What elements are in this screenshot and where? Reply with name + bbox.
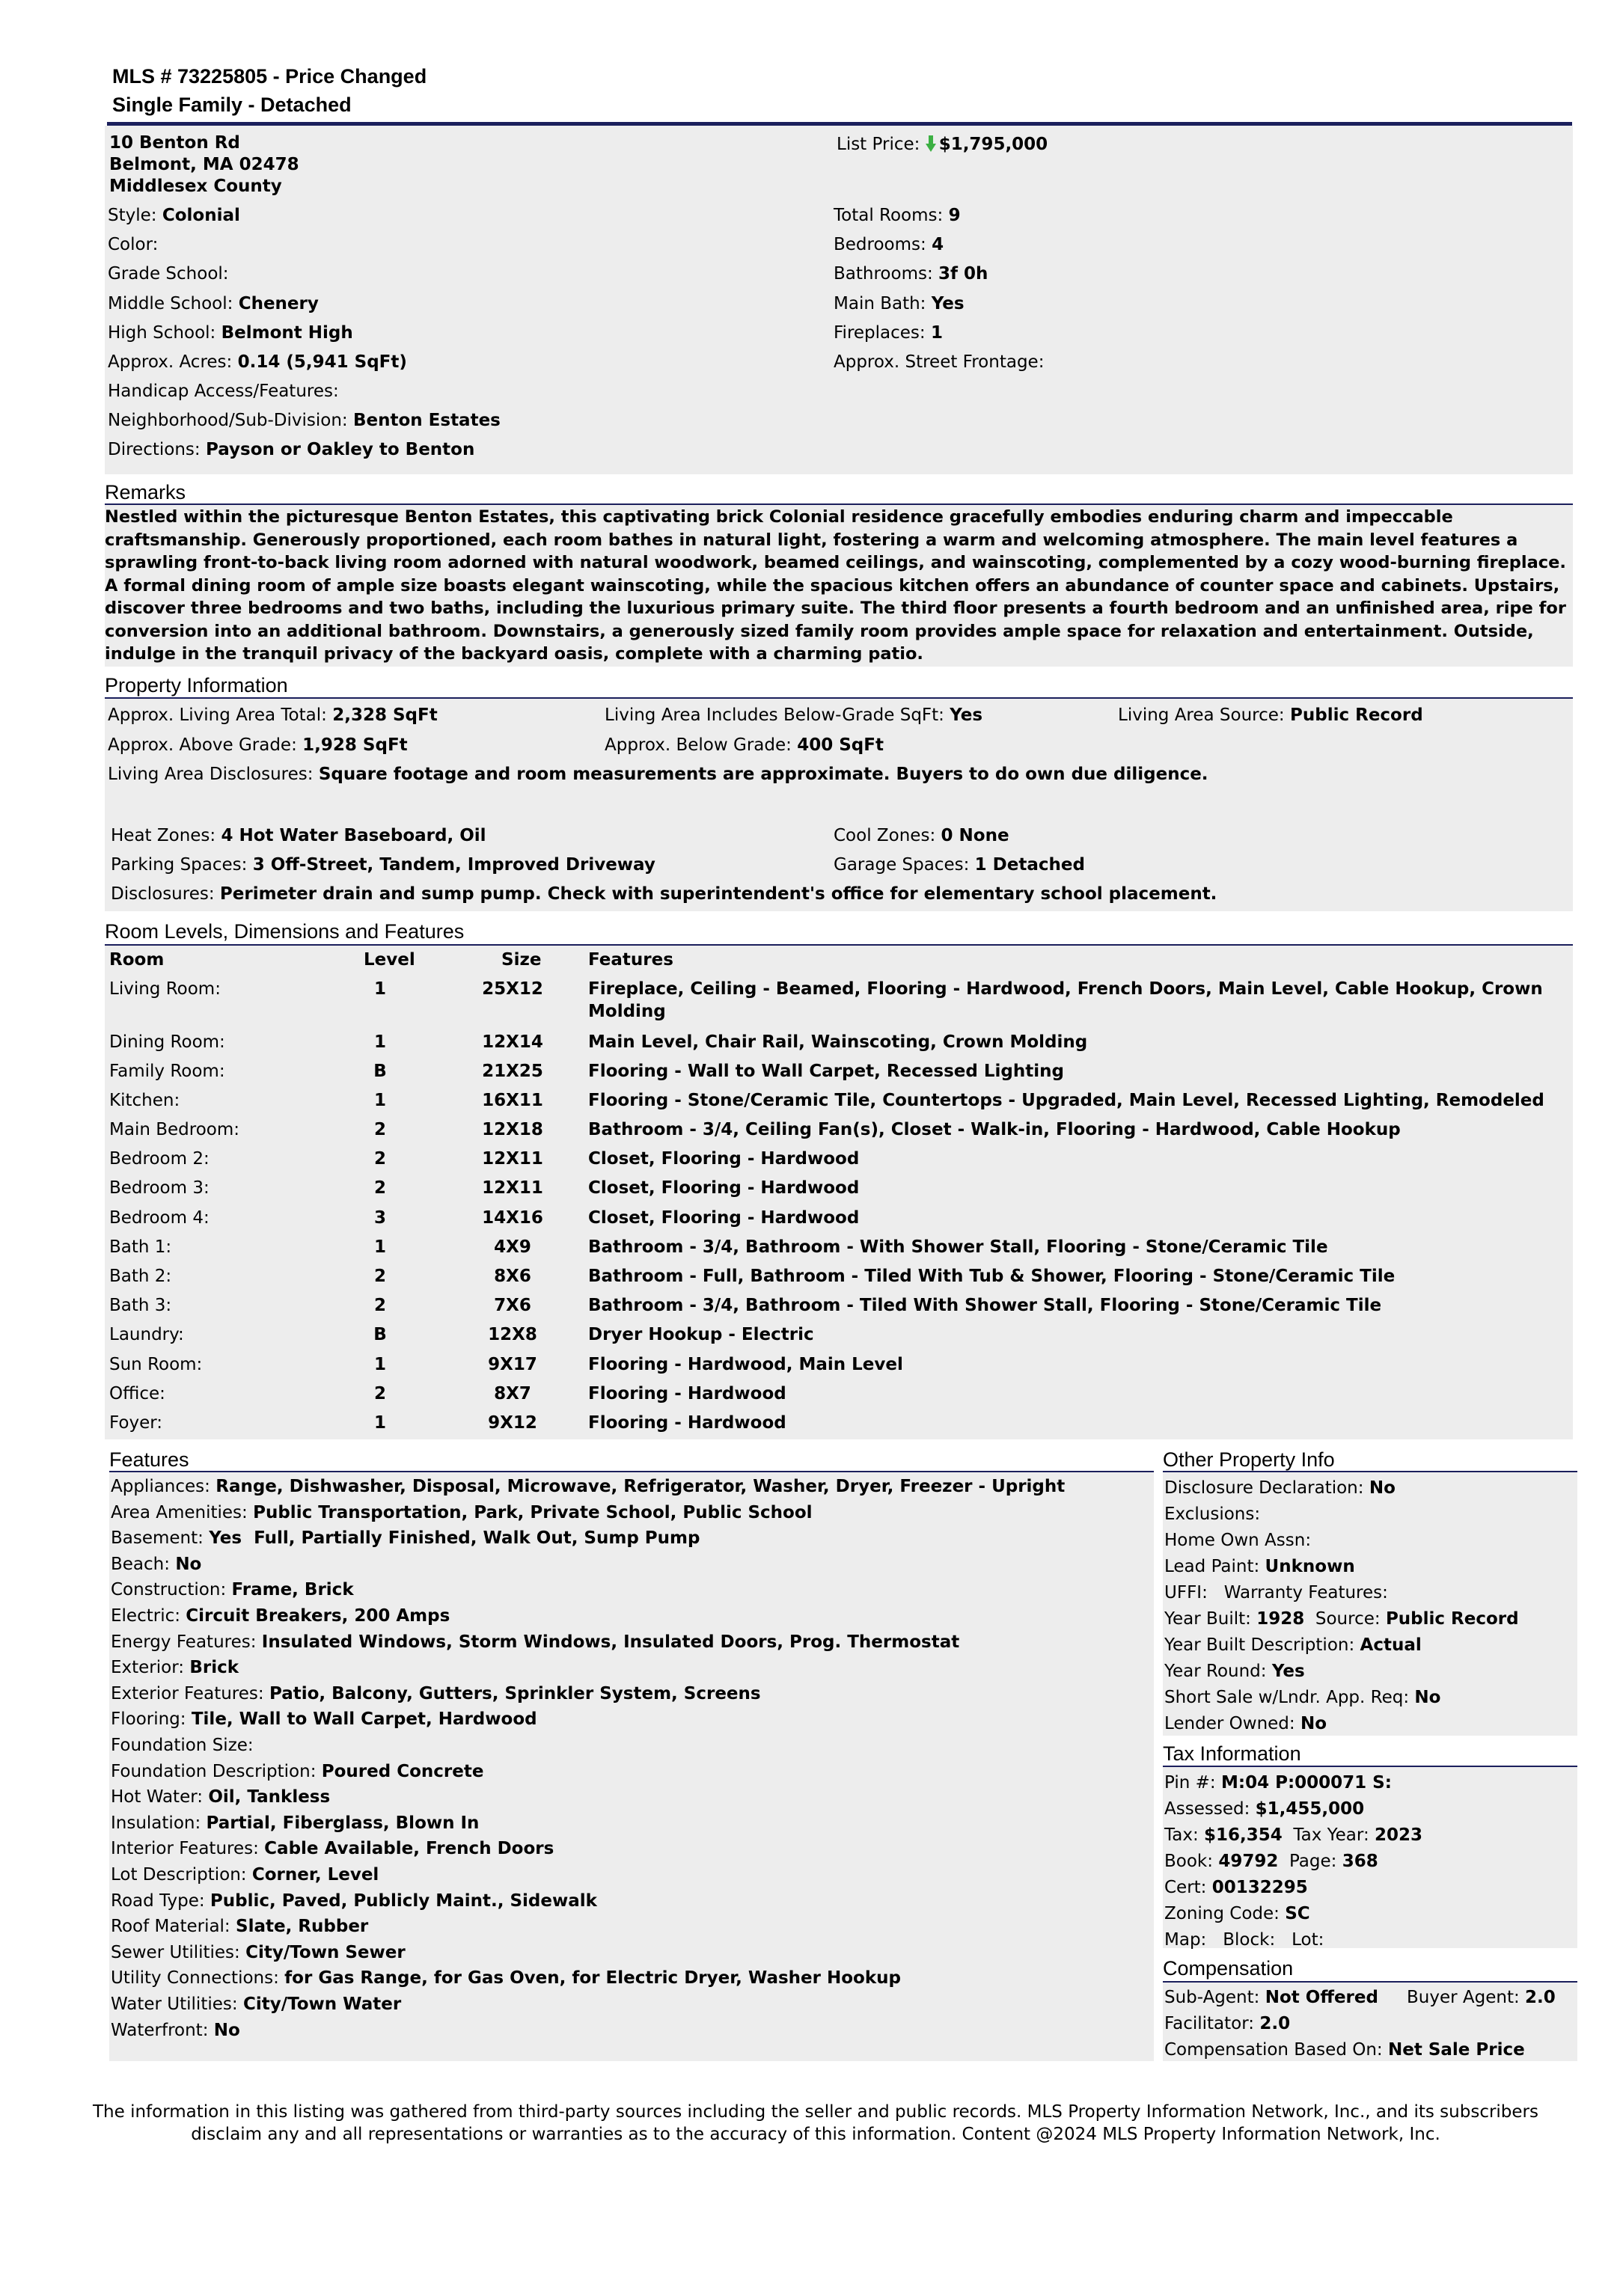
tax-info-title: Tax Information (1163, 1742, 1301, 1765)
room-features-cell: Bathroom - 3/4, Bathroom - With Shower Stall, Flooring - Stone/Ceramic Tile (588, 1237, 1328, 1257)
features-title: Features (109, 1448, 189, 1471)
assessed-field (1164, 1798, 1364, 1820)
room-level-cell: 1 (373, 1032, 386, 1052)
page-label: Page: (1289, 1852, 1337, 1871)
room-level-cell: 2 (373, 1120, 386, 1139)
main-bath-value: Yes (931, 294, 965, 313)
feature-value: Patio, Balcony, Gutters, Sprinkler System, Screens (269, 1684, 761, 1703)
handicap-label: Handicap Access/Features: (108, 382, 339, 401)
year-built-value: 1928 (1256, 1609, 1305, 1629)
footer-line-2: disclaim any and all representations or warranties as to the accuracy of this information. Content @2024 MLS Property Information Network, Inc. (191, 2125, 1440, 2144)
color-label: Color: (108, 235, 159, 254)
room-name-cell: Office: (109, 1384, 165, 1403)
page-value: 368 (1342, 1852, 1378, 1871)
room-name-cell: Main Bedroom: (109, 1120, 239, 1139)
remarks-title: Remarks (105, 481, 186, 503)
lead-paint-label: Lead Paint: (1164, 1557, 1260, 1576)
street-frontage-label: Approx. Street Frontage: (834, 352, 1045, 372)
map-field (1164, 1929, 1324, 1951)
bathrooms-value: 3f 0h (938, 264, 988, 284)
room-name-cell: Sun Room: (109, 1355, 203, 1374)
total-rooms-value: 9 (948, 206, 961, 225)
directions-field (108, 438, 474, 461)
feature-item (111, 1786, 330, 1808)
feature-label: Exterior: (111, 1658, 185, 1677)
year-built-label: Year Built: (1164, 1609, 1251, 1629)
rooms-header-size: Size (501, 950, 542, 970)
bathrooms-field (834, 263, 988, 285)
below-grade-value: 400 SqFt (797, 735, 884, 755)
middle-school-field (108, 293, 319, 315)
room-level-cell: B (373, 1062, 387, 1081)
zoning-label: Zoning Code: (1164, 1904, 1280, 1923)
disclosure-decl-value: No (1369, 1478, 1396, 1498)
footer-line-1: The information in this listing was gathered from third-party sources including the seller and public records. MLS Property Information Network, Inc., and its subscribers (92, 2102, 1538, 2122)
feature-item (111, 1683, 761, 1705)
feature-value: Poured Concrete (321, 1762, 484, 1781)
cert-label: Cert: (1164, 1878, 1207, 1897)
feature-label: Hot Water: (111, 1787, 204, 1807)
disclosures-value: Perimeter drain and sump pump. Check with superintendent's office for elementary school placement. (219, 884, 1217, 904)
room-features-cell: Flooring - Hardwood (588, 1413, 786, 1433)
feature-value: Cable Available, French Doors (264, 1839, 554, 1858)
disclosure-decl-field (1164, 1477, 1396, 1499)
feature-label: Appliances: (111, 1477, 210, 1496)
room-name-cell: Dining Room: (109, 1032, 225, 1052)
lead-paint-value: Unknown (1265, 1557, 1355, 1576)
bedrooms-value: 4 (932, 235, 944, 254)
feature-label: Exterior Features: (111, 1684, 264, 1703)
address-street: 10 Benton Rd (109, 133, 240, 153)
feature-value: Circuit Breakers, 200 Amps (186, 1606, 450, 1626)
year-built-desc-label: Year Built Description: (1164, 1635, 1355, 1655)
heat-zones-field (111, 824, 486, 847)
year-round-label: Year Round: (1164, 1662, 1267, 1681)
room-features-cell: Flooring - Hardwood, Main Level (588, 1355, 903, 1374)
living-area-source-value: Public Record (1290, 705, 1423, 725)
directions-label: Directions: (108, 440, 201, 459)
feature-item (111, 1993, 401, 2015)
directions-value: Payson or Oakley to Benton (205, 440, 475, 459)
feature-value: for Gas Range, for Gas Oven, for Electric Dryer, Washer Hookup (284, 1968, 901, 1988)
room-features-cell: Main Level, Chair Rail, Wainscoting, Crown Molding (588, 1032, 1088, 1052)
room-size-cell: 12X14 (482, 1032, 543, 1052)
feature-item (111, 1864, 379, 1886)
feature-value: City/Town Sewer (245, 1943, 406, 1962)
room-level-cell: 2 (373, 1149, 386, 1169)
grade-school-field (108, 263, 229, 285)
feature-value: Public, Paved, Publicly Maint., Sidewalk (210, 1891, 597, 1911)
room-size-cell: 12X18 (482, 1120, 543, 1139)
room-name-cell: Bedroom 4: (109, 1208, 210, 1228)
room-level-cell: 2 (373, 1178, 386, 1198)
feature-label: Beach: (111, 1555, 170, 1574)
neighborhood-label: Neighborhood/Sub-Division: (108, 411, 348, 430)
fireplaces-field (834, 322, 943, 344)
buyer-agent-value: 2.0 (1525, 1988, 1556, 2007)
lender-owned-field (1164, 1712, 1327, 1735)
feature-item (111, 1812, 479, 1834)
compensation-title: Compensation (1163, 1957, 1294, 1980)
sub-agent-value: Not Offered (1265, 1988, 1378, 2007)
room-features-cell: Flooring - Wall to Wall Carpet, Recessed Lighting (588, 1062, 1064, 1081)
year-round-value: Yes (1271, 1662, 1305, 1681)
list-price-label: List Price: (837, 135, 920, 154)
room-size-cell: 16X11 (482, 1091, 543, 1110)
feature-label: Construction: (111, 1580, 227, 1599)
feature-item (111, 1967, 901, 1989)
room-name-cell: Laundry: (109, 1325, 184, 1344)
feature-value: Frame, Brick (231, 1580, 354, 1599)
feature-label: Waterfront: (111, 2021, 209, 2040)
total-rooms-label: Total Rooms: (834, 206, 944, 225)
feature-item (111, 1760, 483, 1783)
style-label: Style: (108, 206, 157, 225)
other-info-title: Other Property Info (1163, 1448, 1335, 1471)
room-size-cell: 8X6 (494, 1267, 531, 1286)
room-name-cell: Bath 1: (109, 1237, 172, 1257)
room-size-cell: 9X12 (488, 1413, 537, 1433)
short-sale-label: Short Sale w/Lndr. App. Req: (1164, 1688, 1410, 1707)
rooms-header-room: Room (109, 950, 165, 970)
tax-value: $16,354 (1204, 1825, 1283, 1845)
room-level-cell: 1 (373, 1413, 386, 1433)
parking-label: Parking Spaces: (111, 855, 248, 875)
fireplaces-value: 1 (930, 323, 943, 343)
disclosures-label: Disclosures: (111, 884, 215, 904)
rooms-title: Room Levels, Dimensions and Features (105, 920, 465, 943)
feature-label: Insulation: (111, 1813, 201, 1833)
above-grade-value: 1,928 SqFt (302, 735, 408, 755)
garage-value: 1 Detached (974, 855, 1085, 875)
hoa-label: Home Own Assn: (1164, 1531, 1312, 1550)
year-built-desc-value: Actual (1360, 1635, 1422, 1655)
year-built-source-value: Public Record (1385, 1609, 1519, 1629)
feature-label: Interior Features: (111, 1839, 259, 1858)
below-grade-field (605, 734, 884, 756)
handicap-field (108, 380, 339, 402)
room-name-cell: Bath 2: (109, 1267, 172, 1286)
listing-subtitle: Single Family - Detached (112, 94, 352, 116)
room-level-cell: 2 (373, 1267, 386, 1286)
zoning-field (1164, 1902, 1310, 1925)
room-size-cell: 25X12 (482, 979, 543, 999)
year-built-field (1164, 1608, 1519, 1630)
feature-label: Lot Description: (111, 1865, 247, 1885)
room-features-cell: Closet, Flooring - Hardwood (588, 1208, 860, 1228)
cool-zones-field (834, 824, 1009, 847)
color-field (108, 233, 158, 256)
feature-label: Foundation Description: (111, 1762, 317, 1781)
room-name-cell: Family Room: (109, 1062, 225, 1081)
cool-zones-label: Cool Zones: (834, 826, 936, 845)
room-size-cell: 8X7 (494, 1384, 531, 1403)
feature-value: Corner, Level (251, 1865, 379, 1885)
uffi-label: UFFI: (1164, 1583, 1208, 1602)
grade-school-label: Grade School: (108, 264, 229, 284)
room-level-cell: 2 (373, 1384, 386, 1403)
year-round-field (1164, 1660, 1305, 1683)
room-name-cell: Bedroom 2: (109, 1149, 210, 1169)
disclosure-decl-label: Disclosure Declaration: (1164, 1478, 1364, 1498)
living-area-total-value: 2,328 SqFt (332, 705, 438, 725)
room-level-cell: 1 (373, 979, 386, 999)
book-value: 49792 (1218, 1852, 1279, 1871)
below-grade-label: Approx. Below Grade: (605, 735, 792, 755)
property-info-panel (105, 699, 1573, 911)
living-area-source-field (1118, 704, 1423, 726)
based-on-label: Compensation Based On: (1164, 2040, 1383, 2060)
room-name-cell: Foyer: (109, 1413, 163, 1433)
lead-paint-field (1164, 1555, 1355, 1578)
rooms-header-features: Features (588, 950, 673, 970)
room-features-cell: Fireplace, Ceiling - Beamed, Flooring - Hardwood, French Doors, Main Level, Cable Hookup, Crown (588, 979, 1543, 999)
parking-value: 3 Off-Street, Tandem, Improved Driveway (252, 855, 655, 875)
room-features-cell: Flooring - Stone/Ceramic Tile, Countertops - Upgraded, Main Level, Recessed Lighting, Remodeled (588, 1091, 1544, 1110)
feature-label: Road Type: (111, 1891, 205, 1911)
year-built-source-label: Source: (1315, 1609, 1381, 1629)
bedrooms-label: Bedrooms: (834, 235, 926, 254)
uffi-field (1164, 1582, 1388, 1604)
living-area-disclosures-label: Living Area Disclosures: (108, 765, 314, 784)
sub-agent-label: Sub-Agent: (1164, 1988, 1260, 2007)
list-price (837, 133, 1048, 156)
book-field (1164, 1850, 1378, 1873)
above-grade-field (108, 734, 408, 756)
zoning-value: SC (1285, 1904, 1310, 1923)
middle-school-label: Middle School: (108, 294, 233, 313)
room-features-cell: Molding (588, 1002, 666, 1021)
tax-field (1164, 1824, 1422, 1846)
feature-item (111, 1501, 813, 1524)
garage-field (834, 854, 1085, 876)
room-level-cell: B (373, 1325, 387, 1344)
heat-zones-value: 4 Hot Water Baseboard, Oil (221, 826, 486, 845)
feature-item (111, 1890, 597, 1912)
feature-label: Sewer Utilities: (111, 1943, 240, 1962)
acres-value: 0.14 (5,941 SqFt) (237, 352, 407, 372)
pin-value: M:04 P:000071 S: (1220, 1773, 1392, 1793)
living-area-total-field (108, 704, 438, 726)
room-features-cell: Bathroom - 3/4, Ceiling Fan(s), Closet - Walk-in, Flooring - Hardwood, Cable Hookup (588, 1120, 1401, 1139)
sub-agent-field (1164, 1986, 1378, 2009)
assessed-label: Assessed: (1164, 1799, 1250, 1819)
feature-item (111, 1656, 239, 1679)
room-size-cell: 14X16 (482, 1208, 543, 1228)
main-bath-label: Main Bath: (834, 294, 926, 313)
room-features-cell: Bathroom - Full, Bathroom - Tiled With Tub & Shower, Flooring - Stone/Ceramic Tile (588, 1267, 1396, 1286)
street-frontage-field (834, 351, 1044, 373)
room-size-cell: 9X17 (488, 1355, 537, 1374)
facilitator-label: Facilitator: (1164, 2014, 1255, 2033)
feature-label: Electric: (111, 1606, 180, 1626)
based-on-field (1164, 2039, 1525, 2061)
room-name-cell: Kitchen: (109, 1091, 180, 1110)
lender-owned-value: No (1300, 1714, 1327, 1733)
cool-zones-value: 0 None (941, 826, 1009, 845)
room-level-cell: 2 (373, 1296, 386, 1315)
assessed-value: $1,455,000 (1255, 1799, 1365, 1819)
remarks-text: Nestled within the picturesque Benton Estates, this captivating brick Colonial residence gracefully embodies enduring charm and impeccable craftsmanship. Generously proportioned, each room bathes in natural light, fostering a warm and welcoming atmosphere. The main level features a sprawling front-to-back living room adorned with natural woodwork, beamed ceilings, and wainscoting, complemented by a cozy wood-burning fireplace. A formal dining room of ample size boasts elegant wainscoting, while the spacious kitchen offers an abundance of counter space and cabinets. Upstairs, discover three bedrooms and two baths, including the luxurious primary suite. The third floor presents a fourth bedroom and an unfinished area, ripe for conversion into an additional bathroom. Downstairs, a generously sized family room provides ample space for relaxation and entertainment. Outside, indulge in the tranquil privacy of the backyard oasis, complete with a charming patio. (105, 507, 1566, 664)
book-label: Book: (1164, 1852, 1213, 1871)
fireplaces-label: Fireplaces: (834, 323, 926, 343)
short-sale-field (1164, 1686, 1440, 1709)
cert-field (1164, 1876, 1308, 1899)
feature-item (111, 2019, 240, 2042)
feature-item (111, 1553, 201, 1576)
room-name-cell: Bath 3: (109, 1296, 172, 1315)
heat-zones-label: Heat Zones: (111, 826, 216, 845)
feature-label: Roof Material: (111, 1917, 230, 1936)
feature-label: Water Utilities: (111, 1995, 238, 2014)
year-built-desc-field (1164, 1634, 1422, 1656)
pin-field (1164, 1772, 1392, 1794)
feature-item (111, 1605, 450, 1627)
feature-label: Energy Features: (111, 1632, 257, 1652)
feature-label: Utility Connections: (111, 1968, 279, 1988)
room-size-cell: 12X11 (482, 1178, 543, 1198)
feature-item (111, 1579, 354, 1601)
warranty-label: Warranty Features: (1223, 1583, 1388, 1602)
room-size-cell: 12X11 (482, 1149, 543, 1169)
listing-title: MLS # 73225805 - Price Changed (112, 65, 427, 88)
below-grade-incl-field (605, 704, 982, 726)
room-level-cell: 1 (373, 1355, 386, 1374)
room-size-cell: 21X25 (482, 1062, 543, 1081)
feature-item (111, 1915, 368, 1938)
feature-label: Basement: (111, 1528, 204, 1548)
exclusions-field (1164, 1503, 1260, 1525)
room-size-cell: 12X8 (488, 1325, 537, 1344)
tax-label: Tax: (1164, 1825, 1199, 1845)
garage-label: Garage Spaces: (834, 855, 970, 875)
room-level-cell: 3 (373, 1208, 386, 1228)
main-bath-field (834, 293, 965, 315)
feature-value: City/Town Water (242, 1995, 402, 2014)
neighborhood-value: Benton Estates (352, 411, 501, 430)
feature-value: No (213, 2021, 240, 2040)
parking-field (111, 854, 655, 876)
room-name-cell: Bedroom 3: (109, 1178, 210, 1198)
map-label: Map: (1164, 1930, 1207, 1950)
pin-label: Pin #: (1164, 1773, 1216, 1793)
feature-value: Oil, Tankless (208, 1787, 331, 1807)
acres-field (108, 351, 407, 373)
living-area-source-label: Living Area Source: (1118, 705, 1285, 725)
lender-owned-label: Lender Owned: (1164, 1714, 1295, 1733)
feature-item (111, 1734, 254, 1757)
feature-value: Brick (189, 1658, 239, 1677)
room-size-cell: 7X6 (494, 1296, 531, 1315)
room-features-cell: Bathroom - 3/4, Bathroom - Tiled With Shower Stall, Flooring - Stone/Ceramic Tile (588, 1296, 1382, 1315)
high-school-field (108, 322, 353, 344)
feature-value: Public Transportation, Park, Private School, Public School (253, 1503, 813, 1522)
feature-value: Insulated Windows, Storm Windows, Insulated Doors, Prog. Thermostat (261, 1632, 960, 1652)
bedrooms-field (834, 233, 944, 256)
neighborhood-field (108, 409, 501, 432)
feature-value: Range, Dishwasher, Disposal, Microwave, Refrigerator, Washer, Dryer, Freezer - Upright (216, 1477, 1066, 1496)
style-value: Colonial (162, 206, 240, 225)
room-features-cell: Dryer Hookup - Electric (588, 1325, 814, 1344)
address-county: Middlesex County (109, 177, 282, 196)
buyer-agent-label: Buyer Agent: (1407, 1988, 1520, 2007)
feature-value: Yes Full, Partially Finished, Walk Out, Sump Pump (209, 1528, 700, 1548)
hoa-field (1164, 1529, 1311, 1552)
middle-school-value: Chenery (238, 294, 319, 313)
feature-value: No (175, 1555, 202, 1574)
tax-year-value: 2023 (1375, 1825, 1423, 1845)
exclusions-label: Exclusions: (1164, 1504, 1261, 1524)
feature-value: Partial, Fiberglass, Blown In (206, 1813, 480, 1833)
room-features-cell: Closet, Flooring - Hardwood (588, 1149, 860, 1169)
room-size-cell: 4X9 (494, 1237, 531, 1257)
room-name-cell: Living Room: (109, 979, 221, 999)
feature-value: Slate, Rubber (236, 1917, 369, 1936)
room-level-cell: 1 (373, 1091, 386, 1110)
living-area-disclosures-field (108, 763, 1208, 786)
room-features-cell: Flooring - Hardwood (588, 1384, 786, 1403)
room-level-cell: 1 (373, 1237, 386, 1257)
cert-value: 00132295 (1211, 1878, 1308, 1897)
short-sale-value: No (1414, 1688, 1441, 1707)
below-grade-incl-value: Yes (950, 705, 983, 725)
lot-label: Lot: (1292, 1930, 1324, 1950)
total-rooms-field (834, 204, 961, 227)
feature-item (111, 1837, 554, 1860)
feature-item (111, 1941, 406, 1964)
feature-value: Tile, Wall to Wall Carpet, Hardwood (191, 1709, 537, 1729)
feature-item (111, 1631, 959, 1653)
acres-label: Approx. Acres: (108, 352, 233, 372)
feature-item (111, 1475, 1065, 1498)
living-area-total-label: Approx. Living Area Total: (108, 705, 327, 725)
tax-year-label: Tax Year: (1293, 1825, 1369, 1845)
feature-item (111, 1708, 537, 1730)
facilitator-value: 2.0 (1259, 2014, 1291, 2033)
price-down-arrow-icon (926, 135, 936, 152)
room-features-cell: Closet, Flooring - Hardwood (588, 1178, 860, 1198)
high-school-label: High School: (108, 323, 216, 343)
feature-label: Area Amenities: (111, 1503, 248, 1522)
disclosures-field (111, 883, 1217, 905)
address-city: Belmont, MA 02478 (109, 155, 299, 174)
style-field (108, 204, 240, 227)
footer-disclaimer (90, 2101, 1541, 2146)
bathrooms-label: Bathrooms: (834, 264, 933, 284)
high-school-value: Belmont High (221, 323, 353, 343)
facilitator-field (1164, 2012, 1290, 2035)
buyer-agent-field (1407, 1986, 1556, 2009)
feature-item (111, 1527, 700, 1549)
list-price-value: $1,795,000 (938, 135, 1048, 154)
based-on-value: Net Sale Price (1387, 2040, 1525, 2060)
feature-label: Foundation Size: (111, 1736, 254, 1755)
feature-label: Flooring: (111, 1709, 186, 1729)
living-area-disclosures-value: Square footage and room measurements are approximate. Buyers to do own due diligence. (318, 765, 1208, 784)
above-grade-label: Approx. Above Grade: (108, 735, 297, 755)
below-grade-incl-label: Living Area Includes Below-Grade SqFt: (605, 705, 944, 725)
property-info-title: Property Information (105, 674, 288, 697)
block-label: Block: (1223, 1930, 1276, 1950)
rooms-header-level: Level (364, 950, 415, 970)
